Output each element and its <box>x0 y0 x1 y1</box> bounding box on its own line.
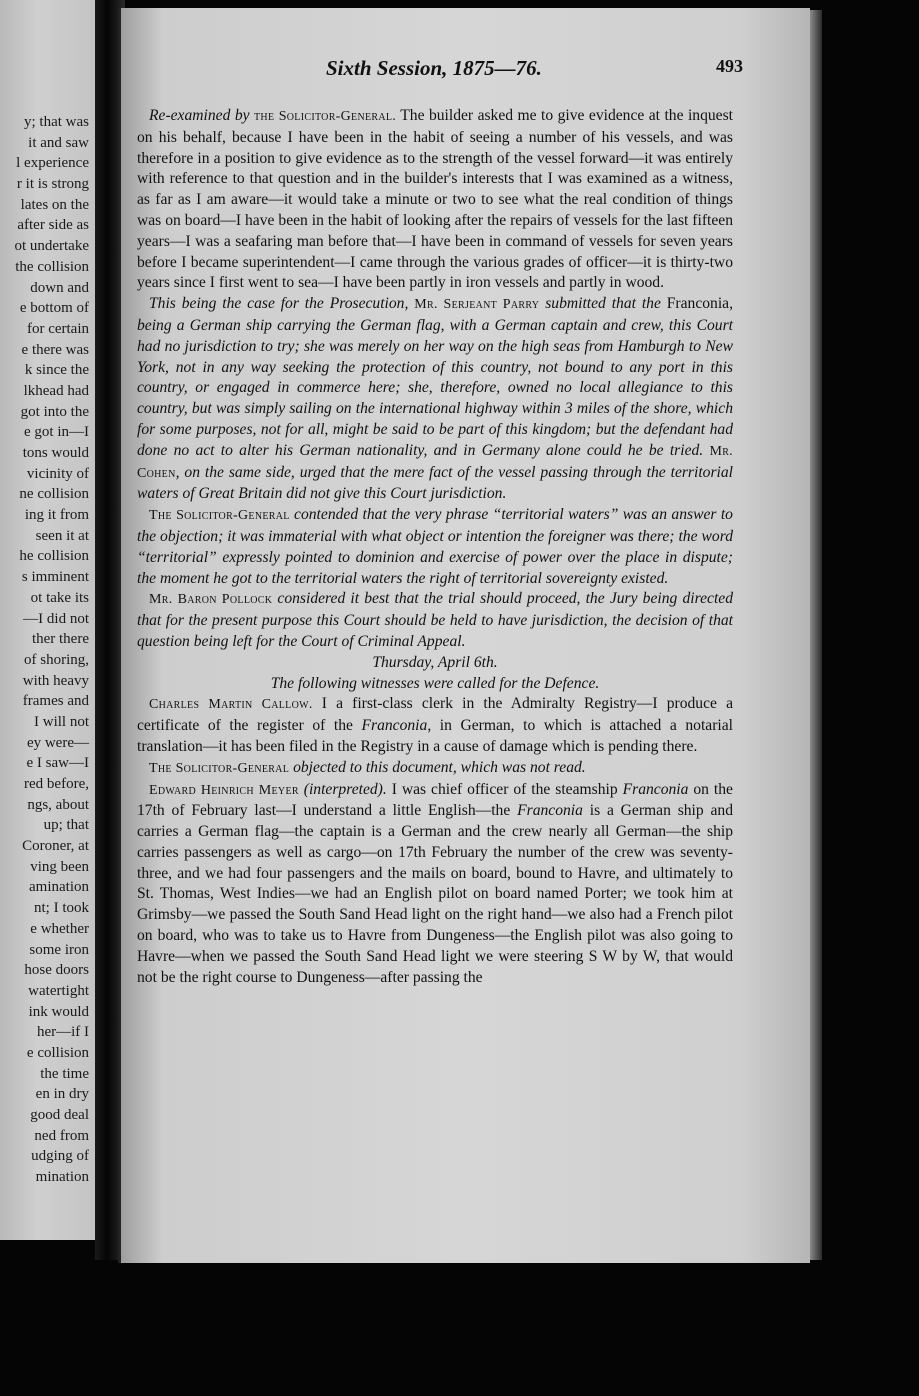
testimony-text: I a first-class clerk in the Admiralty Registry—I produce a certificate of the register of the <box>137 695 733 735</box>
previous-page-line-endings <box>0 112 89 1188</box>
previous-page-line: ey were— <box>26 734 89 751</box>
previous-page-line: tons would <box>22 445 89 461</box>
previous-page-line: r it is strong <box>16 176 89 193</box>
previous-page-line: lates on the <box>20 196 89 213</box>
submission-text: , on the same side, urged that the mere fact of the vessel passing through the territorial waters of Great Britain did not give this Court jurisdiction. <box>137 463 733 503</box>
previous-page-line: ink would <box>28 1003 89 1020</box>
previous-page-line: ot take its <box>30 589 89 606</box>
previous-page-line: ing it from <box>24 507 89 524</box>
previous-page-line: e there was <box>21 341 89 358</box>
testimony-text: , in German, to which is attached a notarial translation—it has been filed in the Registry in a cause of damage which is pending there. <box>137 717 733 755</box>
objection-text: objected to this document, which was not read. <box>289 758 586 776</box>
previous-page-line: mination <box>35 1169 89 1186</box>
previous-page-line: the time <box>40 1065 89 1082</box>
previous-page-line: e bottom of <box>19 300 89 317</box>
previous-page-line: ned from <box>34 1127 89 1144</box>
submission-text: , being a German ship carrying the German flag, with a German captain and crew, this Court had no jurisdiction to try; she was merely on her way on the high seas from Hamburgh to New York, not in any way seeking the protection of this country, not bound to any port in this country, or engaged in commerce here; she, therefore, owned no local allegiance to this country, but was simply sailing on the international highway within 3 miles of the shore, which for some purposes, not for all, might be said to be part of this kingdom; but the defendant had done no act to alter his German nationality, and in Germany alone could he be tried. <box>137 295 734 459</box>
witness-name: Charles Martin Callow. <box>149 697 313 713</box>
date-heading: Thursday, April 6th. <box>372 653 498 671</box>
submission-text: This being the case for the Prosecution, <box>149 295 415 313</box>
previous-page-line: ngs, about <box>27 796 89 813</box>
paragraph-solicitor-reply <box>137 505 733 589</box>
previous-page-line: y; that was <box>24 114 89 130</box>
previous-page-line: udging of <box>31 1148 89 1165</box>
defence-witnesses-heading: The following witnesses were called for the Defence. <box>270 674 600 692</box>
counsel-name: The Solicitor-General <box>149 760 290 776</box>
previous-page-line: after side as <box>17 217 89 234</box>
previous-page-line: down and <box>30 279 89 296</box>
previous-page-line: vicinity of <box>26 465 89 482</box>
previous-page-line: good deal <box>30 1107 89 1123</box>
previous-page-line: —I did not <box>23 610 89 627</box>
previous-page-line: e collision <box>26 1044 89 1061</box>
previous-page-line: s imminent <box>21 569 89 586</box>
previous-page-line: ot undertake <box>14 238 89 255</box>
reexamined-by-label: Re-examined by <box>149 107 250 124</box>
paragraph-meyer-testimony <box>137 780 733 989</box>
testimony-text: I was chief officer of the steamship <box>386 780 623 798</box>
previous-page-line: ving been <box>30 858 89 875</box>
previous-page-line: nt; I took <box>34 900 89 917</box>
ship-name: Franconia <box>622 780 689 798</box>
previous-page-line: hose doors <box>24 962 89 979</box>
previous-page-line: up; that <box>43 817 89 834</box>
previous-page-line: red before, <box>24 776 89 792</box>
paragraph-objection <box>137 758 733 780</box>
interpreted-note: (interpreted). <box>298 780 387 798</box>
page-edge-shadow <box>810 10 822 1260</box>
paragraph-reexamination <box>137 106 733 294</box>
previous-page-line: some iron <box>29 941 89 958</box>
testimony-text: on the 17th of February last—I understand a little English—the <box>137 780 733 820</box>
submission-text: submitted that the <box>539 295 667 313</box>
page-header <box>121 56 813 86</box>
book-page <box>118 8 810 1263</box>
previous-page-line: en in dry <box>35 1086 89 1103</box>
previous-page-line: watertight <box>28 982 89 999</box>
testimony-text: is a German ship and carries a German flag—the captain is a German and the crew nearly all German—the ship carries passengers as well as cargo—on 17th February the number of the crew was seventy-three, and we had four passengers and the mails on board, bound to Havre, and ultimately to St. Thomas, West Indies—we had an English pilot on board named Porter; we took him at Grimsby—we passed the South Sand Head light on the right hand—we also had a French pilot on board, who was to take us to Havre from Dungeness—the English pilot was also going to Havre—when we passed the South Sand Head light we were steering S W by W, that would not be the right course to Dungeness—after passing the <box>137 802 734 986</box>
previous-page-line: e I saw—I <box>26 755 89 772</box>
previous-page-line: lkhead had <box>23 382 89 399</box>
paragraph-defence-submission <box>137 294 733 505</box>
previous-page-line: seen it at <box>35 527 89 544</box>
ship-name: Franconia <box>666 295 730 313</box>
previous-page-line: her—if I <box>36 1024 89 1041</box>
page-number: 493 <box>716 56 743 76</box>
ship-name: Franconia <box>361 717 428 735</box>
previous-page-line: l experience <box>16 155 89 172</box>
previous-page-line: ne collision <box>19 486 89 503</box>
counsel-name: The Solicitor-General <box>149 508 290 524</box>
ruling-text: considered it best that the trial should proceed, the Jury being directed that for the present purpose this Court should be held to have jurisdiction, the decision of that question being left for the Court of Criminal Appeal. <box>137 590 733 650</box>
counsel-name: Mr. Serjeant Parry <box>414 297 540 313</box>
judge-name: Mr. Baron Pollock <box>149 592 273 608</box>
reply-text: contended that the very phrase “territorial waters” was an answer to the objection; it was immaterial with what object or intention the foreigner was there; the word “territorial” expressly pointed to dominion and exercise of power over the place in dispute; the moment he got to the territorial waters the right of territorial sovereignty existed. <box>137 506 733 587</box>
previous-page-line: with heavy <box>22 672 89 689</box>
previous-page-line: for certain <box>26 320 89 337</box>
previous-page-line: got into the <box>20 403 89 420</box>
previous-page-line: he collision <box>19 548 89 565</box>
witness-name: Edward Heinrich Meyer <box>149 782 299 798</box>
speaker-name: the Solicitor-General. <box>254 109 397 124</box>
paragraph-ruling <box>137 589 733 652</box>
running-head: Sixth Session, 1875—76. <box>326 56 542 80</box>
testimony-text: The builder asked me to give evidence at the inquest on his behalf, because I have been in the habit of seeing a number of his vessels, and was therefore in a position to give evidence as to the strength of the vessel forward—it was entirely with reference to that question and in the builder's interests that I was examined as a witness, as far as I am aware—it would take a minute or two to see what the real condition of things was on board—I have been in the habit of looking after the repairs of vessels for the last fifteen years—I was a seafaring man before that—I have been in command of vessels for seven years before I became superintendent—I came through the various grades of officer—it is thirty-two years since I first went to sea—I have been partly in iron vessels and partly in wood. <box>137 107 734 292</box>
previous-page-line: it and saw <box>28 134 89 151</box>
previous-page-line: ther there <box>31 631 89 648</box>
previous-page-line: e got in—I <box>24 424 89 441</box>
previous-page-fragment <box>0 0 95 1240</box>
paragraph-callow-testimony <box>137 694 733 757</box>
ship-name: Franconia <box>517 802 583 820</box>
previous-page-line: I will not <box>34 713 89 730</box>
previous-page-line: amination <box>29 879 89 896</box>
previous-page-line: frames and <box>22 693 89 710</box>
previous-page-line: the collision <box>15 258 89 275</box>
previous-page-line: e whether <box>30 920 89 937</box>
page-body <box>137 106 733 988</box>
previous-page-line: k since the <box>24 362 89 379</box>
previous-page-line: of shoring, <box>24 651 89 668</box>
counsel-name: Mr. Cohen <box>137 443 733 481</box>
previous-page-line: Coroner, at <box>22 838 89 855</box>
